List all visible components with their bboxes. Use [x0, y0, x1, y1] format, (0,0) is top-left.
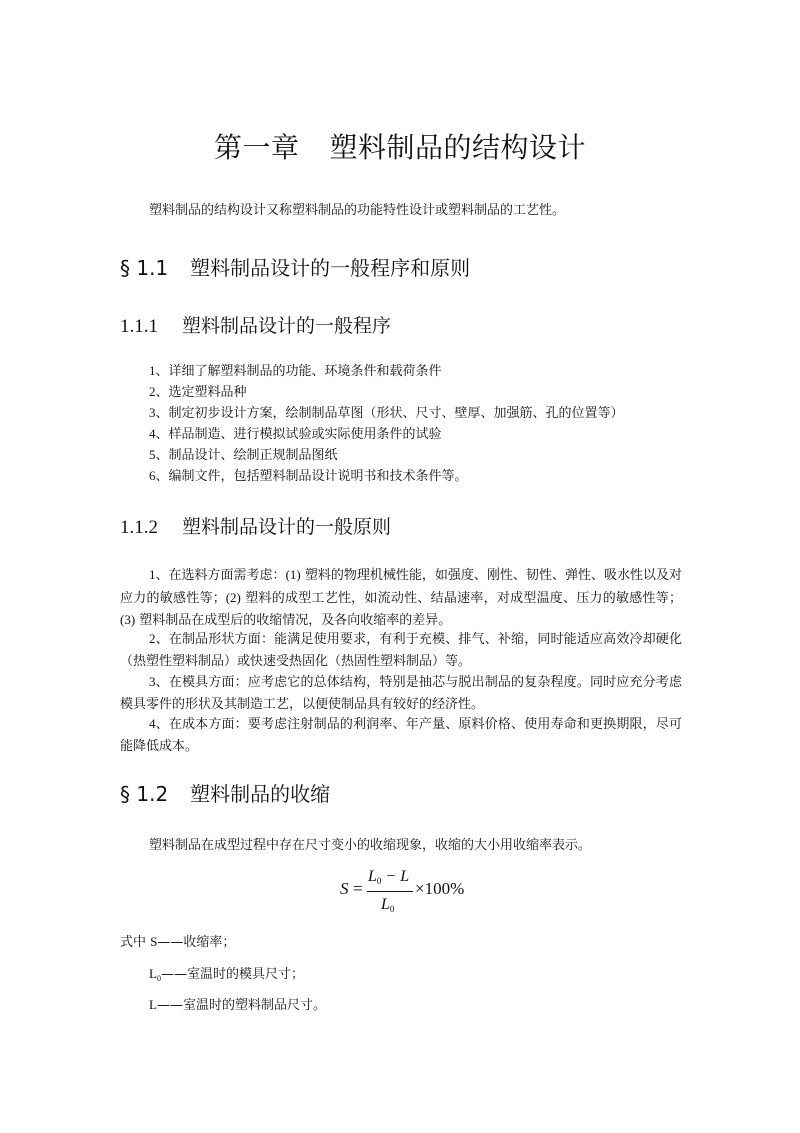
section-title: 塑料制品的收缩 — [190, 782, 331, 806]
section-symbol: § — [120, 782, 130, 806]
section-symbol: § — [120, 256, 130, 280]
subsection-title: 塑料制品设计的一般程序 — [182, 315, 392, 337]
chapter-number: 第一章 — [213, 131, 300, 164]
shrinkage-intro: 塑料制品在成型过程中存在尺寸变小的收缩现象，收缩的大小用收缩率表示。 — [149, 838, 592, 853]
shrinkage-formula — [340, 868, 480, 918]
subsection-heading-1-1-1 — [120, 311, 391, 338]
list-item: 3、制定初步设计方案，绘制制品草图（形状、尺寸、壁厚、加强筋、孔的位置等） — [149, 405, 624, 421]
chapter-title — [0, 126, 800, 166]
subsection-title: 塑料制品设计的一般原则 — [182, 516, 392, 538]
subsection-heading-1-1-2 — [120, 512, 391, 539]
section-title: 塑料制品设计的一般程序和原则 — [190, 256, 471, 280]
section-heading-1-1 — [120, 252, 470, 281]
principle-paragraph-4: 4、在成本方面：要考虑注射制品的利润率、年产量、原料价格、使用寿命和更换期限，尽可能降低成本。 — [120, 716, 682, 754]
chapter-name: 塑料制品的结构设计 — [329, 131, 587, 164]
intro-paragraph: 塑料制品的结构设计又称塑料制品的功能特性设计或塑料制品的工艺性。 — [149, 203, 566, 218]
formula-equals: = — [353, 879, 363, 898]
formula-numerator: $L_0 - L$ — [368, 868, 410, 886]
definition-l0: $L_0——$室温时的模具尺寸； — [149, 966, 304, 983]
list-item: 1、详细了解塑料制品的功能、环境条件和载荷条件 — [149, 363, 442, 379]
principle-paragraph-1: 1、在选料方面需考虑：(1) 塑料的物理机械性能，如强度、刚性、韧性、弹性、吸水性以及对应力的敏感性等；(2) 塑料的成型工艺性，如流动性、结晶速率，对成型温度、压力的敏感性等；(3) 塑料制品在成型后的收缩情况，及各向收缩率的差异。 — [120, 567, 682, 628]
subsection-number: 1.1.1 — [120, 316, 158, 337]
definition-s: 式中 S——收缩率； — [120, 934, 236, 950]
list-item: 4、样品制造、进行模拟试验或实际使用条件的试验 — [149, 426, 442, 442]
principle-paragraph-2: 2、在制品形状方面：能满足使用要求，有利于充模、排气、补缩，同时能适应高效冷却硬化（热塑性塑料制品）或快速受热固化（热固性塑料制品）等。 — [120, 631, 682, 669]
formula-lhs: S — [340, 879, 349, 898]
section-number: 1.1 — [136, 256, 169, 280]
list-item: 6、编制文件，包括塑料制品设计说明书和技术条件等。 — [149, 468, 468, 484]
principle-paragraph-3: 3、在模具方面：应考虑它的总体结构，特别是抽芯与脱出制品的复杂程度。同时应充分考虑模具零件的形状及其制造工艺，以便使制品具有较好的经济性。 — [120, 674, 682, 712]
formula-multiplier: ×100% — [415, 879, 465, 898]
section-heading-1-2 — [120, 778, 330, 807]
section-number: 1.2 — [136, 782, 169, 806]
definition-l: L——室温时的塑料制品尺寸。 — [149, 997, 326, 1013]
formula-denominator: $L_0$ — [381, 896, 395, 914]
procedure-list — [149, 360, 624, 486]
subsection-number: 1.1.2 — [120, 517, 158, 538]
list-item: 2、选定塑料品种 — [149, 384, 247, 400]
fraction-bar — [367, 891, 413, 892]
list-item: 5、制品设计、绘制正规制品图纸 — [149, 447, 338, 463]
